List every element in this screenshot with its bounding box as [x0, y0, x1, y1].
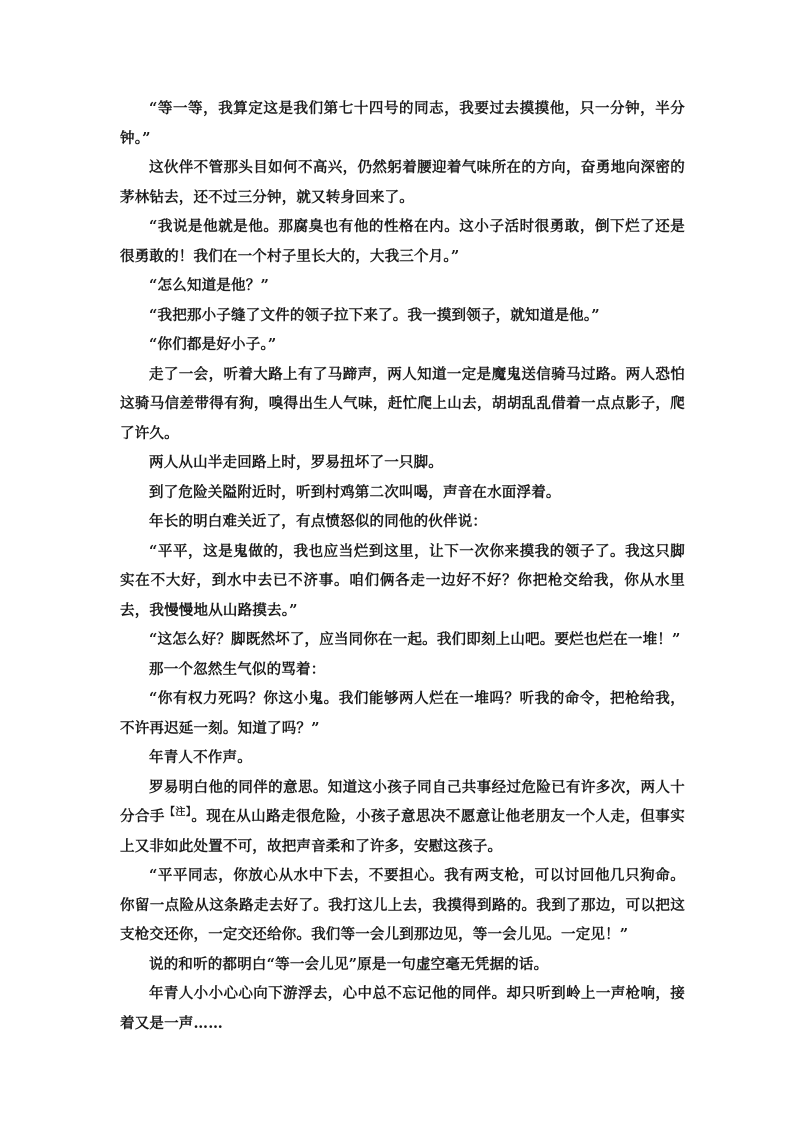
footnote-marker: 【注】	[164, 807, 192, 819]
paragraph-19: 年青人小小心心向下游浮去，心中总不忘记他的同伴。却只听到岭上一声枪响，接着又是一声……	[120, 985, 685, 1032]
paragraph-17: “平平同志，你放心从水中下去，不要担心。我有两支枪，可以讨回他几只狗命。你留一点险从这条路走去好了。我打这儿上去，我摸得到路的。我到了那边，可以把这支枪交还你，一定交还给你。我们等一会儿到那边见，等一会儿见。一定见！”	[120, 867, 685, 943]
paragraph-16-before: 罗易明白他的同伴的意思。知道这小孩子同自己共事经过危险已有许多次，两人十分合手	[120, 778, 685, 825]
paragraph-1: “等一等，我算定这是我们第七十四号的同志，我要过去摸摸他，只一分钟，半分钟。”	[120, 100, 685, 147]
paragraph-15: 年青人不作声。	[149, 749, 252, 766]
paragraph-2: 这伙伴不管那头目如何不高兴，仍然躬着腰迎着气味所在的方向，奋勇地向深密的茅林钻去，还不过三分钟，就又转身回来了。	[120, 159, 685, 206]
paragraph-16	[120, 773, 685, 862]
paragraph-3: “我说是他就是他。那腐臭也有他的性格在内。这小子活时很勇敢，倒下烂了还是很勇敢的！我们在一个村子里长大的，大我三个月。”	[120, 218, 685, 265]
paragraph-14: “你有权力死吗？你这小鬼。我们能够两人烂在一堆吗？听我的命令，把枪给我，不许再迟延一刻。知道了吗？”	[120, 690, 685, 737]
paragraph-10: 年长的明白难关近了，有点愤怒似的同他的伙伴说：	[149, 513, 488, 530]
paragraph-12: “这怎么好？脚既然坏了，应当同你在一起。我们即刻上山吧。要烂也烂在一堆！”	[149, 631, 681, 648]
paragraph-5: “我把那小子缝了文件的领子拉下来了。我一摸到领子，就知道是他。”	[149, 306, 600, 324]
paragraph-11: “平平，这是鬼做的，我也应当烂到这里，让下一次你来摸我的领子了。我这只脚实在不大好，到水中去已不济事。咱们俩各走一边好不好？你把枪交给我，你从水里去，我慢慢地从山路摸去。”	[120, 542, 685, 619]
paragraph-4: “怎么知道是他？”	[149, 277, 269, 294]
paragraph-9: 到了危险关隘附近时，听到村鸡第二次叫喝，声音在水面浮着。	[149, 483, 561, 501]
paragraph-13: 那一个忽然生气似的骂着：	[149, 660, 326, 678]
paragraph-7: 走了一会，听着大路上有了马蹄声，两人知道一定是魔鬼送信骑马过路。两人恐怕这骑马信差带得有狗，嗅得出生人气味，赶忙爬上山去，胡胡乱乱借着一点点影子，爬了许久。	[120, 365, 685, 442]
paragraph-6: “你们都是好小子。”	[149, 336, 277, 353]
story-text	[120, 94, 685, 1038]
paragraph-18: 说的和听的都明白“等一会儿见”原是一句虚空毫无凭据的话。	[149, 955, 549, 973]
paragraph-16-after: 。现在从山路走很危险，小孩子意思决不愿意让他老朋友一个人走，但事实上又非如此处置不可，故把声音柔和了许多，安慰这孩子。	[120, 808, 685, 855]
paragraph-8: 两人从山半走回路上时，罗易扭坏了一只脚。	[149, 454, 443, 471]
